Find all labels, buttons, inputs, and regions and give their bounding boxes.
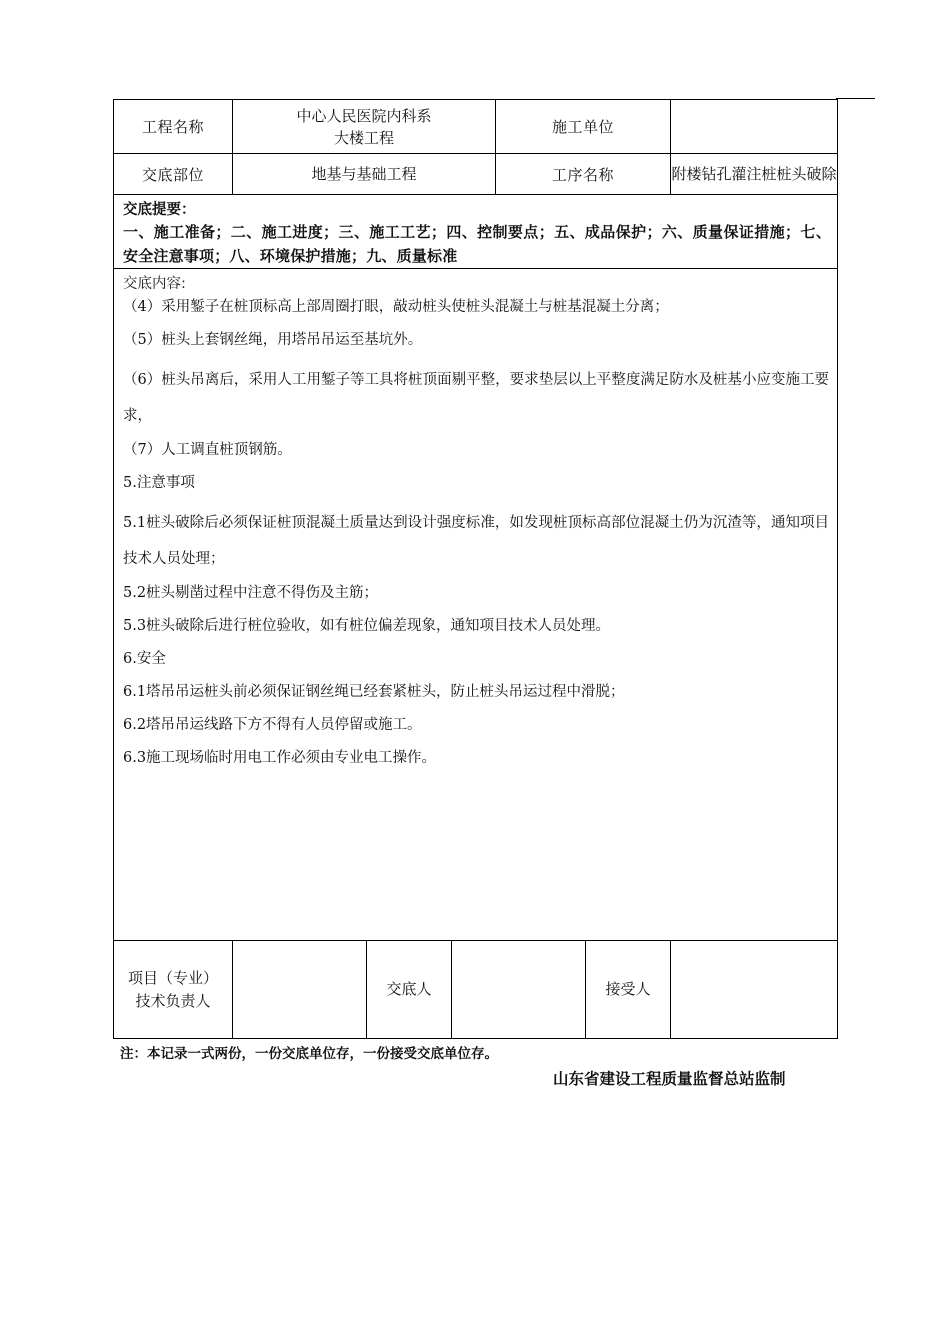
- disclosure-part-value: 地基与基础工程: [233, 154, 496, 195]
- summary-text: 一、施工准备；二、施工进度；三、施工工艺；四、控制要点；五、成品保护；六、质量保证措施；七、安全注意事项；八、环境保护措施；九、质量标准: [123, 223, 832, 265]
- content-row: [114, 269, 838, 941]
- summary-label: 交底提要：: [123, 202, 196, 218]
- signature-row: [114, 941, 838, 1039]
- content-line: （7）人工调直桩顶钢筋。: [123, 442, 292, 458]
- project-name-label: 工程名称: [114, 100, 233, 154]
- tech-lead-signature-field[interactable]: [233, 941, 367, 1039]
- header-row-1: [114, 100, 838, 154]
- content-cell: [114, 269, 838, 941]
- project-name-line-2: 大楼工程: [334, 128, 395, 147]
- construction-unit-value: [671, 100, 838, 154]
- process-name-label: 工序名称: [496, 154, 671, 195]
- content-line: 5.1桩头破除后必须保证桩顶混凝土质量达到设计强度标准，如发现桩顶标高部位混凝土仍为沉渣等，通知项目技术人员处理；: [123, 515, 830, 567]
- record-note: 注：本记录一式两份，一份交底单位存，一份接受交底单位存。: [120, 1046, 498, 1062]
- content-line: （5）桩头上套钢丝绳，用塔吊吊运至基坑外。: [123, 332, 423, 348]
- project-name-value: [233, 100, 496, 154]
- content-line: （6）桩头吊离后，采用人工用錾子等工具将桩顶面剔平整，要求垫层以上平整度满足防水及桩基小应变施工要求，: [123, 372, 830, 424]
- receiver-label: 接受人: [586, 941, 671, 1039]
- disclosure-part-label: 交底部位: [114, 154, 233, 195]
- content-line: 5.注意事项: [123, 475, 195, 491]
- issuer-footer: 山东省建设工程质量监督总站监制: [553, 1070, 786, 1088]
- discloser-label: 交底人: [367, 941, 452, 1039]
- discloser-signature-field[interactable]: [452, 941, 586, 1039]
- summary-row: [114, 195, 838, 269]
- process-name-value: 附楼钻孔灌注桩桩头破除: [671, 154, 838, 195]
- content-line: 5.2桩头剔凿过程中注意不得伤及主筋；: [123, 585, 379, 601]
- content-line: 6.2塔吊吊运线路下方不得有人员停留或施工。: [123, 717, 422, 733]
- project-name-line-1: 中心人民医院内科系: [296, 106, 432, 125]
- tech-lead-label: [114, 941, 233, 1039]
- content-line: 6.1塔吊吊运桩头前必须保证钢丝绳已经套紧桩头，防止桩头吊运过程中滑脱；: [123, 684, 625, 700]
- content-line: 6.安全: [123, 651, 166, 667]
- content-lines: [123, 296, 829, 769]
- technical-disclosure-form: [113, 99, 838, 1039]
- tech-lead-label-line-1: 项目（专业）: [127, 968, 218, 987]
- header-row-2: [114, 154, 838, 195]
- content-line: 5.3桩头破除后进行桩位验收，如有桩位偏差现象，通知项目技术人员处理。: [123, 618, 611, 634]
- construction-unit-label: 施工单位: [496, 100, 671, 154]
- summary-cell: [114, 195, 838, 269]
- tech-lead-label-line-2: 技术负责人: [135, 991, 211, 1010]
- content-line: （4）采用錾子在桩顶标高上部周圈打眼，敲动桩头使桩头混凝土与桩基混凝土分离；: [123, 299, 669, 315]
- header-rule: [836, 98, 875, 99]
- receiver-signature-field[interactable]: [671, 941, 838, 1039]
- content-label: 交底内容:: [123, 276, 186, 292]
- content-line: 6.3施工现场临时用电工作必须由专业电工操作。: [123, 750, 437, 766]
